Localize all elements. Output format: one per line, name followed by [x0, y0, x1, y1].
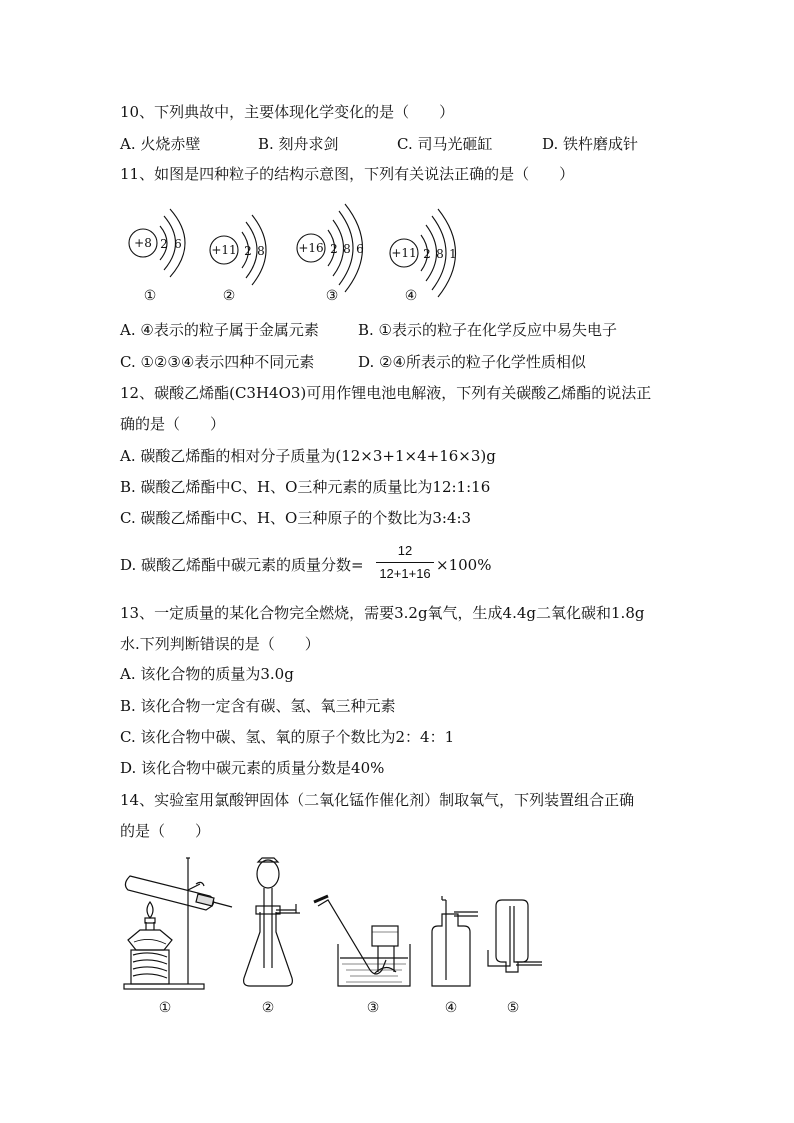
atom-3-nucleus: +16 [298, 241, 324, 255]
apparatus-2-flask-with-funnel [244, 858, 300, 986]
q14-stem-line-1: 14、实验室用氯酸钾固体（二氧化锰作催化剂）制取氧气，下列装置组合正确 [120, 791, 635, 809]
atom-2-shell-3 [252, 215, 266, 285]
q10-stem: 10、下列典故中，主要体现化学变化的是（ ） [120, 103, 455, 121]
atom-1-shell-1 [160, 226, 167, 260]
q11-option-a: A. ④表示的粒子属于金属元素 [120, 321, 319, 339]
apparatus-label-5: ⑤ [506, 1000, 520, 1016]
apparatus-5-inverted-bottle [488, 900, 542, 972]
q11-option-d: D. ②④所表示的粒子化学性质相似 [358, 353, 586, 371]
q13-option-a: A. 该化合物的质量为3.0g [120, 665, 294, 683]
atom-1-shell-count-1: 2 [160, 237, 168, 251]
q13-option-b: B. 该化合物一定含有碳、氢、氧三种元素 [120, 697, 396, 715]
q12-option-d-prefix: D. 碳酸乙烯酯中碳元素的质量分数= [120, 556, 364, 574]
q13-option-c: C. 该化合物中碳、氢、氧的原子个数比为2：4：1 [120, 728, 455, 746]
atom-3-shell-count-2: 8 [343, 242, 351, 256]
atom-1-shell-count-2: 6 [174, 237, 182, 251]
atom-2-shell-2 [246, 222, 257, 278]
atom-4-shell-2 [426, 225, 437, 281]
q11-option-b: B. ①表示的粒子在化学反应中易失电子 [358, 321, 618, 339]
atom-1-shell-2 [164, 216, 176, 270]
atom-3-shell-1 [328, 230, 335, 266]
apparatus-label-3: ③ [366, 1000, 380, 1016]
q12-stem-line-2: 确的是（ ） [120, 415, 226, 433]
atom-3-shell-3 [339, 211, 353, 285]
q13-option-d: D. 该化合物中碳元素的质量分数是40% [120, 759, 385, 777]
apparatus-4-gas-bottle [432, 896, 478, 986]
apparatus-label-4: ④ [444, 1000, 458, 1016]
apparatus-1-heating-setup [124, 858, 232, 989]
atom-4-shell-1 [421, 235, 428, 271]
atom-3-shell-count-1: 2 [330, 242, 338, 256]
atom-4-shell-3 [432, 216, 446, 290]
apparatus-3-water-trough [314, 896, 410, 986]
q10-option-b: B. 刻舟求剑 [258, 135, 339, 153]
atom-3-nucleus-circle [297, 234, 325, 262]
atom-2-shell-1 [242, 232, 249, 268]
q11-option-c: C. ①②③④表示四种不同元素 [120, 353, 315, 371]
q10-option-d: D. 铁杵磨成针 [542, 135, 639, 153]
atom-1-nucleus-circle [129, 229, 157, 257]
atom-1-label: ① [143, 288, 157, 304]
apparatus-label-2: ② [261, 1000, 275, 1016]
q12-option-a: A. 碳酸乙烯酯的相对分子质量为(12×3+1×4+16×3)g [120, 447, 496, 465]
atom-4-nucleus: +11 [391, 246, 417, 260]
atom-2-label: ② [222, 288, 236, 304]
q11-stem: 11、如图是四种粒子的结构示意图，下列有关说法正确的是（ ） [120, 165, 575, 183]
atom-4-nucleus-circle [390, 239, 418, 267]
q12-option-b: B. 碳酸乙烯酯中C、H、O三种元素的质量比为12:1:16 [120, 478, 491, 496]
q14-stem-line-2: 的是（ ） [120, 822, 211, 840]
apparatus-label-1: ① [158, 1000, 172, 1016]
q10-option-a: A. 火烧赤壁 [120, 135, 201, 153]
q10-option-c: C. 司马光砸缸 [397, 135, 493, 153]
q12-stem-line-1: 12、碳酸乙烯酯(C3H4O3)可用作锂电池电解液，下列有关碳酸乙烯酯的说法正 [120, 384, 652, 402]
q12-option-d-suffix: ×100% [436, 556, 492, 574]
atom-4-shell-4 [438, 209, 456, 297]
atom-2-nucleus: +11 [211, 243, 237, 257]
atom-3-label: ③ [325, 288, 339, 304]
atom-4-shell-count-1: 2 [423, 247, 431, 261]
atom-3-shell-2 [333, 220, 344, 276]
q12-option-c: C. 碳酸乙烯酯中C、H、O三种原子的个数比为3:4:3 [120, 509, 472, 527]
q12-fraction-denominator: 12+1+16 [379, 566, 431, 581]
atom-2-nucleus-circle [210, 236, 238, 264]
atom-1-nucleus: +8 [134, 236, 152, 250]
atom-1-shell-3 [170, 209, 185, 277]
atom-4-shell-count-2: 8 [436, 247, 444, 261]
atom-4-label: ④ [404, 288, 418, 304]
atom-3-shell-count-3: 6 [356, 242, 364, 256]
q13-stem-line-2: 水.下列判断错误的是（ ） [120, 635, 320, 653]
atom-3-shell-4 [345, 204, 363, 292]
q12-fraction-numerator: 12 [397, 543, 413, 558]
atom-2-shell-count-2: 8 [257, 244, 265, 258]
q13-stem-line-1: 13、一定质量的某化合物完全燃烧，需要3.2g氧气，生成4.4g二氧化碳和1.8g [120, 604, 645, 622]
q12-fraction-bar [376, 562, 434, 563]
atom-2-shell-count-1: 2 [244, 244, 252, 258]
atom-4-shell-count-3: 1 [449, 247, 457, 261]
